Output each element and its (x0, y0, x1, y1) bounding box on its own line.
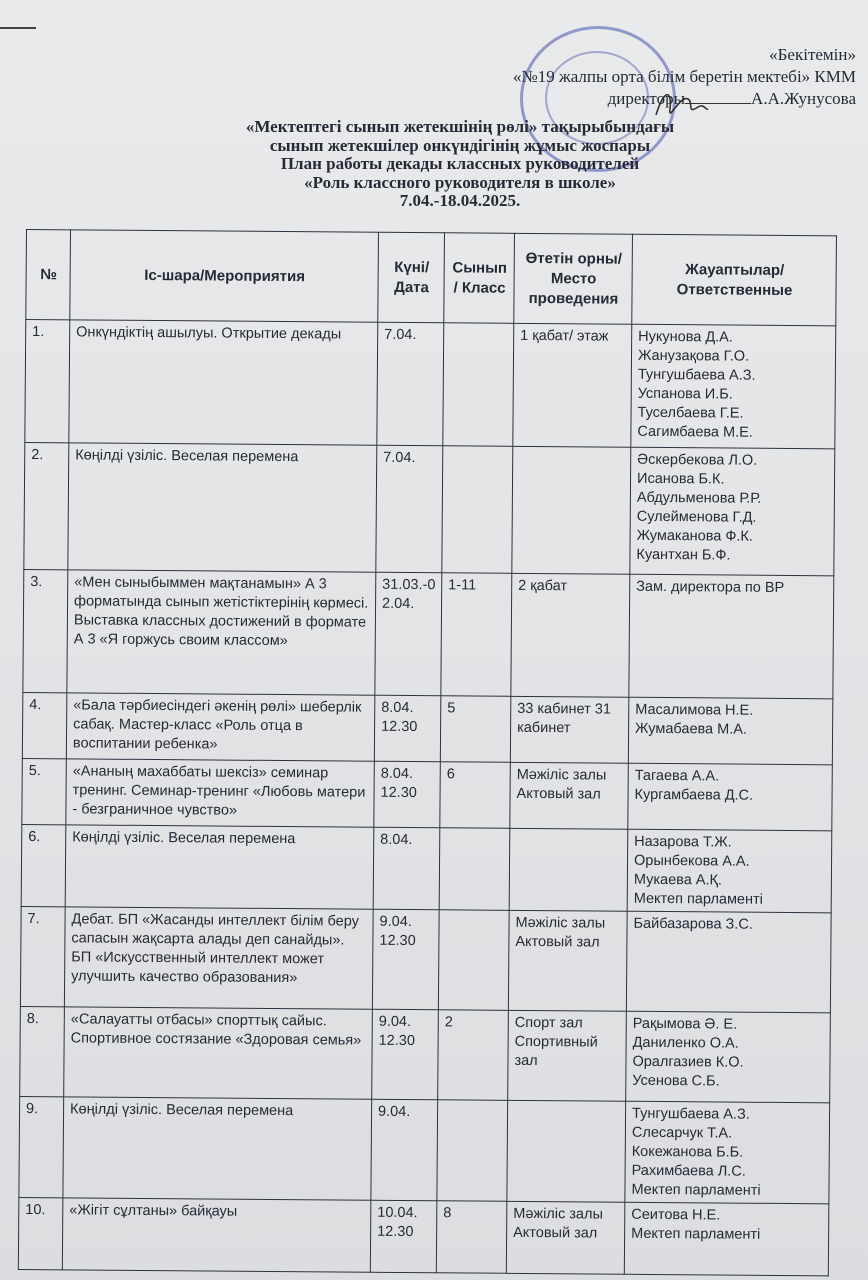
row-responsible (631, 324, 836, 449)
responsible-person: Даниленко О.А. (632, 1034, 739, 1052)
row-class: 8 (436, 1201, 507, 1274)
row-responsible (630, 447, 835, 576)
row-event: Дебат. БП «Жасанды интеллект білім беру сапасын жақсарта алады деп санайды». БП «Искусственный интеллект может улучшить качество образования» (64, 907, 373, 1009)
row-responsible (624, 1202, 829, 1276)
row-event: «Жігіт сұлтаны» байқауы (62, 1198, 371, 1272)
row-event: Көңілді үзіліс. Веселая перемена (68, 443, 377, 572)
responsible-person: Масалимова Н.Е. (635, 701, 754, 719)
approval-school: «№19 жалпы орта білім беретін мектебі» КММ (513, 67, 856, 86)
row-class: 1-11 (441, 573, 512, 697)
header-responsible: Жауаптылар/ Ответственные (632, 234, 837, 326)
responsible-person: Мектеп парламенті (631, 1225, 761, 1243)
row-date: 8.04. 12.30 (374, 695, 441, 762)
approval-block (513, 44, 856, 110)
responsible-person: Рахимбаева Л.С. (631, 1162, 746, 1180)
row-date: 9.04. 12.30 (372, 1009, 439, 1100)
row-responsible (625, 1101, 830, 1204)
row-class: 2 (438, 1010, 509, 1101)
row-event: Көңілді үзіліс. Веселая перемена (63, 1097, 372, 1200)
responsible-person: Сеитова Н.Е. (631, 1206, 721, 1224)
row-date: 31.03.-02.04. (375, 572, 442, 696)
approval-director-name: А.А.Жунусова (751, 89, 856, 108)
header-class: Сынып/ Класс (444, 233, 515, 324)
table-row (23, 569, 834, 698)
approval-director-line (513, 88, 856, 110)
row-place: Спорт зал Спортивный зал (508, 1010, 627, 1101)
row-class (438, 910, 509, 1011)
row-responsible (626, 911, 831, 1013)
row-responsible (627, 829, 832, 913)
top-edge-line (0, 27, 36, 29)
row-place: 2 қабат (511, 573, 630, 697)
responsible-person: Мукаева А.Қ. (633, 871, 723, 889)
title-line-4: «Роль классного руководителя в школе» (304, 172, 616, 192)
signature-line (685, 89, 751, 104)
responsible-person: Сулейменова Г.Д. (636, 508, 757, 526)
row-number: 7. (20, 906, 65, 1006)
approval-heading: «Бекітемін» (769, 45, 856, 64)
row-place: 1 қабат/ этаж (513, 323, 632, 447)
responsible-person: Тагаева А.А. (634, 767, 720, 785)
table-row (20, 906, 831, 1012)
row-date: 9.04. 12.30 (372, 909, 439, 1010)
responsible-person: Куантхан Б.Ф. (636, 546, 731, 564)
responsible-person: Мектеп парламенті (633, 890, 763, 908)
row-date: 9.04. (371, 1099, 438, 1201)
row-responsible (629, 574, 834, 699)
responsible-person: Әскербекова Л.О. (637, 451, 758, 469)
header-event: Іс-шара/Мероприятия (70, 230, 379, 322)
row-number: 9. (19, 1096, 64, 1197)
table-header-row (26, 230, 837, 326)
row-class: 6 (440, 762, 511, 829)
row-place (509, 828, 628, 911)
row-event: Онкүндіктің ашылуы. Открытие декады (69, 320, 378, 445)
table-row (25, 320, 836, 449)
row-event: Көңілді үзіліс. Веселая перемена (65, 825, 374, 909)
table-row (21, 824, 832, 912)
responsible-person: Исанова Б.К. (636, 470, 725, 488)
title-dates: 7.04.-18.04.2025. (399, 191, 521, 210)
responsible-person: Зам. директора по ВР (636, 578, 785, 596)
header-date: Күні/ Дата (378, 232, 445, 323)
responsible-person: Жанузақова Г.О. (637, 347, 750, 365)
responsible-person: Тунгушбаева А.З. (632, 1105, 750, 1123)
row-number: 8. (20, 1006, 65, 1096)
row-number: 5. (22, 758, 67, 824)
row-event: «Ананың махаббаты шексіз» семинар тренинг. Семинар-тренинг «Любовь матери - безграничное чувство» (66, 759, 375, 827)
table-row (20, 1006, 831, 1102)
responsible-person: Тунгушбаева А.З. (637, 366, 756, 384)
header-place: Өтетін орны/Место проведения (514, 233, 633, 324)
table-body (18, 320, 835, 1276)
row-class: 5 (440, 696, 511, 763)
responsible-person: Рақымова Ә. Е. (632, 1015, 738, 1033)
table-row (19, 1096, 830, 1203)
row-responsible (628, 697, 833, 765)
title-line-1: «Мектептегі сынып жетекшінің рөлі» тақырыбындағы (245, 117, 675, 136)
row-number: 10. (18, 1197, 63, 1269)
responsible-person: Туселбаева Г.Е. (637, 404, 744, 422)
responsible-person: Усенова С.Б. (632, 1072, 720, 1090)
row-event: «Мен сыныбыммен мақтанамын» А 3 форматында сынып жетістіктерінің көрмесі. Выставка классных достижений в формате А 3 «Я горжусь своим классом» (67, 570, 376, 695)
responsible-person: Назарова Т.Ж. (634, 833, 732, 851)
row-number: 6. (21, 824, 66, 906)
row-class (442, 446, 513, 574)
table-row (24, 442, 835, 575)
row-place: 33 кабинет 31 кабинет (510, 696, 629, 763)
row-number: 2. (24, 442, 69, 569)
row-place (507, 1100, 626, 1202)
row-class (439, 828, 510, 911)
responsible-person: Орынбекова А.А. (633, 852, 750, 870)
row-class (437, 1100, 508, 1202)
row-responsible (628, 763, 833, 831)
row-date: 7.04. (376, 445, 443, 573)
row-place: Мәжіліс залы Актовый зал (506, 1201, 625, 1274)
row-event: «Бала тәрбиесіндегі әкенің рөлі» шеберлік сабақ. Мастер-класс «Роль отца в воспитании ребенка» (66, 693, 375, 761)
approval-director-label: директоры (607, 89, 686, 108)
table-row (22, 692, 832, 764)
row-class (443, 323, 514, 447)
responsible-person: Кургамбаева Д.С. (634, 786, 754, 804)
row-place: Мәжіліс залы Актовый зал (508, 910, 627, 1011)
row-date: 7.04. (377, 322, 444, 446)
responsible-person: Мектеп парламенті (631, 1181, 761, 1199)
table-row (22, 758, 832, 830)
responsible-person: Жумабаева М.А. (635, 720, 748, 738)
table-row (18, 1197, 829, 1275)
row-date: 10.04. 12.30 (370, 1200, 437, 1273)
responsible-person: Жумаканова Ф.К. (636, 527, 753, 545)
responsible-person: Абдульменова Р.Р. (636, 489, 762, 507)
row-date: 8.04. 12.30 (374, 761, 441, 828)
row-number: 4. (22, 692, 67, 758)
responsible-person: Сагимбаева М.Е. (637, 423, 753, 441)
title-line-2: сынып жетекшілер онкүндігінің жұмыс жоспары (269, 135, 651, 155)
header-number: № (26, 230, 71, 320)
responsible-person: Нукунова Д.А. (638, 328, 733, 346)
row-number: 1. (25, 320, 70, 443)
activity-plan-table (18, 229, 837, 1276)
responsible-person: Слесарчук Т.А. (631, 1124, 733, 1142)
row-date: 8.04. (373, 827, 440, 910)
responsible-person: Байбазарова З.С. (633, 915, 753, 933)
responsible-person: Оралгазиев К.О. (632, 1053, 744, 1071)
responsible-person: Успанова И.Б. (637, 385, 733, 403)
row-place (512, 446, 631, 574)
row-event: «Салауатты отбасы» спорттық сайыс. Спортивное состязание «Здоровая семья» (64, 1007, 373, 1099)
row-place: Мәжіліс залы Актовый зал (510, 762, 629, 829)
document-title (200, 118, 720, 211)
responsible-person: Кокежанова Б.Б. (631, 1143, 744, 1161)
row-responsible (626, 1011, 831, 1103)
title-line-3: План работы декады классных руководителей (280, 154, 640, 173)
row-number: 3. (23, 569, 68, 692)
